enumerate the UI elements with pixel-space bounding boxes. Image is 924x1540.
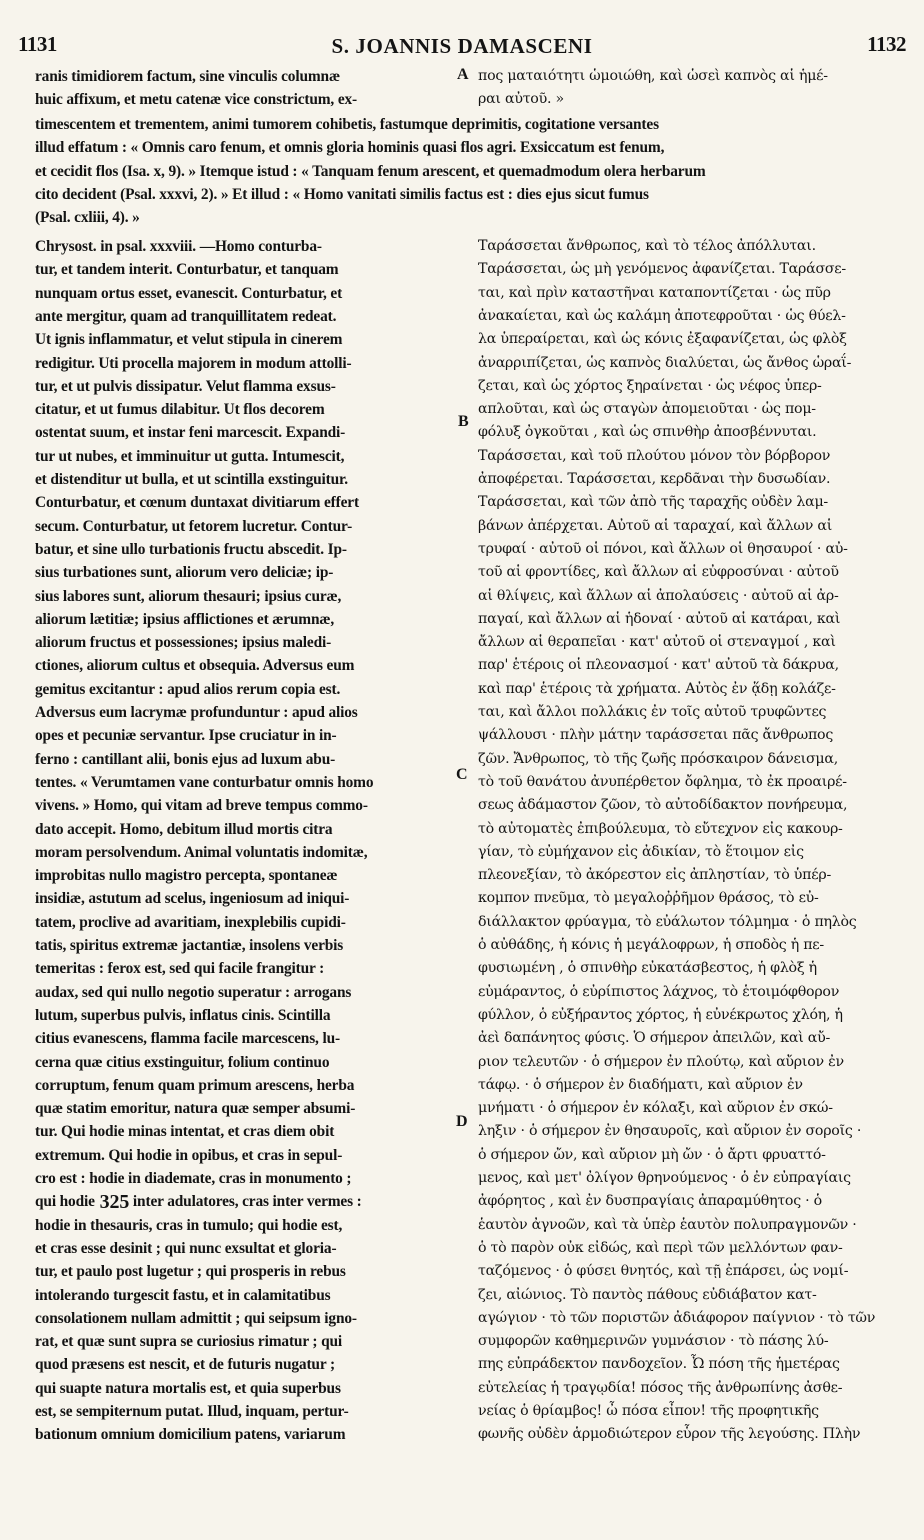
text-line: φύλλον, ὁ εὐξήραντος χόρτος, ἡ εὐνέκρωτος χλόη, ἡ [478,1006,843,1023]
column-number: 325 [94,1191,130,1214]
text-line: aliorum fructus et possessiones; ipsius maledi- [35,634,332,652]
text-line: et cras esse desinit ; qui nunc exsultat et gloria- [35,1239,337,1257]
text-line: tentes. « Verumtamen vane conturbatur omnis homo [35,773,374,791]
text-line: et cecidit flos (Isa. x, 9). » Itemque istud : « Tanquam fenum arescent, et quemadmodum olera herbarum [35,162,706,180]
text-line: ἀεὶ δαπάνητος φύσις. Ὁ σήμερον ἀπειλῶν, καὶ αὔ- [478,1030,831,1047]
text-line: improbitas nullo magistro percepta, spontaneæ [35,867,338,885]
text-line: sius turbationes sunt, aliorum vero deliciæ; ip- [35,564,334,582]
page-header [18,32,906,66]
text-line: ἀναρριπίζεται, ὡς καπνὸς διαλύεται, ὡς ἄνθος ὡραΐ- [478,354,852,371]
text-line: μνήματι · ὁ σήμερον ἐν κόλαξι, καὶ αὔριον ἐν σκώ- [478,1100,833,1117]
text-line: Ταράσσεται, καὶ τῶν ἀπὸ τῆς ταραχῆς οὐδὲν λαμ- [478,494,828,511]
text-line: πος ματαιότητι ὡμοιώθη, καὶ ὡσεὶ καπνὸς αἱ ἡμέ- [478,68,828,84]
text-line: aliorum lætitiæ; ipsius afflictiones et ærumnæ, [35,610,335,628]
text-line: huic affixum, et metu catenæ vice constrictum, ex- [35,91,358,109]
running-title: S. JOANNIS DAMASCENI [331,34,593,58]
text-line: λα ὑπεραίρεται, καὶ ὡς κόνις ἐξαφανίζεται, ὡς φλὸξ [478,331,847,348]
text-line: ἑαυτὸν ἀγνοῶν, καὶ τὰ ὑπὲρ ἑαυτὸν πολυπραγμονῶν · [478,1216,857,1233]
text-line: extremum. Qui hodie in opibus, et cras in sepul- [35,1146,343,1164]
text-line: redigitur. Uti procella majorem in modum attolli- [35,354,352,372]
text-line: Conturbatur, et cœnum duntaxat divitiarum effert [35,494,359,512]
text-line: intolerando turgescit fastu, et in calamitatibus [35,1286,331,1304]
text-line: ζῶν. Ἄνθρωπος, τὸ τῆς ζωῆς πρόσκαιρον δάνεισμα, [478,750,838,767]
text-line: vivens. » Homo, qui vitam ad breve tempus commo- [35,797,368,815]
text-line: βάνων ἀπέρχεται. Αὐτοῦ αἱ ταραχαί, καὶ ἄλλων αἱ [478,517,833,534]
text-line: συμφορῶν καθημερινῶν γυμνάσιον · τὸ πάσης λύ- [478,1333,829,1350]
text-line: παγαί, καὶ ἄλλων αἱ ἡδοναί · αὐτοῦ αἱ κατάραι, καὶ [478,610,841,627]
text-line: et distenditur ut bulla, et ut scintilla exstinguitur. [35,471,349,488]
text-line: ριον τελευτῶν · ὁ σήμερον ἐν πλούτῳ, καὶ αὔριον ἐν [478,1053,844,1070]
text-line: ζει, αἰώνιος. Τὸ παντὸς πάθους εὐδιάβατον κατ- [478,1286,817,1303]
text-line: citatur, et ut fumus dilabitur. Ut flos decorem [35,401,325,419]
text-line: Ταράσσεται, καὶ τοῦ πλούτου μόνον τὸν βόρβορον [478,447,831,464]
text-line: audax, sed qui nullo negotio superatur : arrogans [35,983,352,1001]
margin-marker-d: D [456,1113,468,1130]
text-line: ἀφόρητος , καὶ ἐν δυσπραγίαις ἀπαραμύθητος · ὁ [478,1193,822,1210]
text-line: citius evanescens, flamma facile marcescens, lu- [35,1030,340,1048]
text-line: εὐμάραντος, ὁ εὐρίπιστος λάχνος, τὸ ἑτοιμόφθορον [478,983,840,1000]
text-line: tatis, spiritus extremæ jactantiæ, insolens verbis [35,937,344,954]
text-line: (Psal. cxliii, 4). » [35,209,140,227]
text-line: ταζόμενος · ὁ φύσει θνητός, καὶ τῇ ἐπάρσει, ὡς νομί- [478,1263,849,1280]
text-line: κομπον πνεῦμα, τὸ μεγαλοῤῥῆμον θράσος, τὸ εὐ- [478,890,819,907]
text-line: ferno : cantillant alii, bonis ejus ad luxum abu- [35,750,336,768]
text-line: διάλλακτον φρύαγμα, τὸ εὐάλωτον τόλμημα · ὁ πηλὸς [478,913,857,930]
text-line: est, se sempiternum putat. Illud, inquam, pertur- [35,1403,349,1420]
text-line: τάφῳ. · ὁ σήμερον ἐν διαδήματι, καὶ αὔριον ἐν [478,1076,803,1093]
text-line: γίαν, τὸ εὐμήχανον εἰς ἀδικίαν, τὸ ἕτοιμον εἰς [478,843,804,860]
text-line: moram persolvendum. Animal voluntatis indomitæ, [35,843,368,861]
page-number-left: 1131 [18,32,57,56]
text-line: παρ' ἑτέροις οἱ πλεονασμοί · κατ' αὐτοῦ τὰ δάκρυα, [478,657,839,674]
text-line: temeritas : ferox est, sed qui facile frangitur : [35,960,325,978]
text-line: ραι αὐτοῦ. » [478,91,564,108]
text-line: μενος, καὶ μετ' ὀλίγον θρηνούμενος · ὁ ἐν εὐπραγίαις [478,1170,851,1186]
text-line: ληξιν · ὁ σήμερον ἐν θησαυροῖς, καὶ αὔριον ἐν σοροῖς · [478,1123,862,1140]
text-line-continuation: inter adulatores, cras inter vermes : [129,1193,362,1211]
text-line: sius labores sunt, aliorum thesauri; ipsius curæ, [35,587,342,605]
text-line: σεως ἀδάμαστον ζῶον, τὸ αὐτοδίδακτον πονήρευμα, [478,797,848,814]
text-line: Ταράσσεται, ὡς μὴ γενόμενος ἀφανίζεται. Ταράσσε- [478,261,846,278]
text-line: consolationem nullam admittit ; qui seipsum igno- [35,1309,357,1327]
text-line: φυσιωμένη , ὁ σπινθὴρ εὐκατάσβεστος, ἡ φλὸξ ἡ [478,960,817,977]
text-line: opes et pecuniæ servantur. Ipse cruciatur in in- [35,727,337,745]
text-line: corruptum, fenum quam primum arescens, herba [35,1076,355,1094]
text-line: cro est : hodie in diademate, cras in monumento ; [35,1170,352,1187]
page-number-right: 1132 [867,32,906,56]
text-line: nunquam ortus esset, evanescit. Conturbatur, et [35,284,343,302]
text-line: gemitus excitantur : apud alios rerum copia est. [35,680,341,698]
text-line: tur, et ut pulvis dissipatur. Velut flamma exsus- [35,377,336,395]
text-line: ὁ αὐθάδης, ἡ κόνις ἡ μεγάλοφρων, ἡ σποδὸς ἡ πε- [478,937,824,953]
text-line: νείας ὁ θρίαμβος! ὦ πόσα εἶπον! τῆς προφητικῆς [478,1403,819,1419]
text-line: illud effatum : « Omnis caro fenum, et omnis gloria hominis quasi flos agri. Exsiccatum est fenum, [35,139,665,157]
text-line: καὶ παρ' ἑτέροις τὰ χρήματα. Αὐτὸς ἐν ᾅδῃ κολάζε- [478,680,836,697]
text-line: bationum omnium domicilium patens, variarum [35,1426,346,1444]
text-line: tur, et paulo post lugetur ; qui prosperis in rebus [35,1263,346,1281]
text-line: φόλυξ ὀγκοῦται , καὶ ὡς σπινθὴρ ἀποσβέννυται. [478,424,817,441]
text-line: ται, καὶ πρὶν καταστῆναι καταποντίζεται · ὡς πῦρ [478,284,831,301]
text-line: ἄλλων αἱ θεραπεῖαι · κατ' αὐτοῦ οἱ στεναγμοί , καὶ [478,634,836,651]
text-line: tatem, proclive ad avaritiam, inexplebilis cupidi- [35,913,346,931]
text-line: ante mergitur, quam ad tranquillitatem redeat. [35,307,337,325]
text-line: απλοῦται, καὶ ὡς σταγὼν ἀπομειοῦται · ὡς πομ- [478,401,816,418]
text-line: Chrysost. in psal. xxxviii. —Homo conturba- [35,238,322,255]
text-line: εὐτελείας ἡ τραγῳδία! πόσος τῆς ἀνθρωπίνης ἀσθε- [478,1379,843,1396]
text-line: φωνῆς οὐδὲν ἁρμοδιώτερον εὗρον τῆς λεγούσης. Πλὴν [478,1426,861,1443]
text-line: τοῦ αἱ φροντίδες, καὶ ἄλλων αἱ εὐφροσύναι · αὐτοῦ [478,564,839,581]
text-line: hodie in thesauris, cras in tumulo; qui hodie est, [35,1216,343,1234]
text-line: cito decident (Psal. xxxvi, 2). » Et illud : « Homo vanitati similis factus est : dies ejus sicut fumus [35,185,649,203]
text-line: ὁ τὸ παρὸν οὐκ εἰδώς, καὶ περὶ τῶν μελλόντων φαν- [478,1239,843,1256]
text-line: secum. Conturbatur, ut fetorem lucretur. Contur- [35,517,353,535]
text-line: αγώγιον · τὸ τῶν ποριστῶν ἀδιάφορον παίγνιον · τὸ τῶν [478,1309,876,1326]
margin-marker-a: A [457,66,469,83]
text-line: timescentem et trementem, animi tumorem cohibetis, fastumque deprimitis, cogitatione versantes [35,116,659,133]
text-line: dato accepit. Homo, debitum illud mortis citra [35,820,333,838]
text-line: qui hodie 325 inter adulatores, cras inter vermes : [35,1191,362,1214]
text-line: ostentat suum, et instar feni marcescit. Expandi- [35,424,346,442]
text-line: quæ statim emoritur, natura quæ semper absumi- [35,1100,356,1118]
text-line: πης εὐπράδεκτον πανδοχεῖον. Ὦ πόση τῆς ἡμετέρας [478,1356,840,1373]
text-line: τὸ τοῦ θανάτου ἀνυπέρθετον ὄφλημα, τὸ ἐκ προαιρέ- [478,773,847,790]
text-line: tur ut nubes, et imminuitur ut gutta. Intumescit, [35,447,345,465]
text-line: qui suapte natura mortalis est, et quia superbus [35,1379,341,1397]
text-line: ψάλλουσι · πλὴν μάτην ταράσσεται πᾶς ἄνθρωπος [478,727,834,744]
text-line: ctiones, aliorum cultus et obsequia. Adversus eum [35,657,355,675]
text-line: πλεονεξίαν, τὸ ἀκόρεστον εἰς ἀπληστίαν, τὸ ὑπέρ- [478,867,831,884]
text-line: τρυφαί · αὐτοῦ οἱ πόνοι, καὶ ἄλλων οἱ θησαυροί · αὐ- [478,540,848,557]
text-line: batur, et sine ullo turbationis fructu abscedit. Ip- [35,540,347,558]
text-line: insidiæ, astutum ad scelus, ingeniosum ad iniqui- [35,890,350,908]
text-line: ranis timidiorem factum, sine vinculis columnæ [35,68,340,85]
text-line: ἀνακαίεται, καὶ ὡς καλάμη ἀποτεφροῦται · ὡς θύελ- [478,307,846,324]
text-line: ὁ σήμερον ὤν, καὶ αὔριον μὴ ὤν · ὁ ἄρτι φρυαττό- [478,1146,826,1163]
margin-marker-c: C [456,766,468,783]
text-line: rat, et quæ sunt supra se curiosius rimatur ; qui [35,1333,343,1351]
text-line: Adversus eum lacrymæ profunduntur : apud alios [35,704,358,721]
text-line: lutum, superbus pulvis, inflatus cinis. Scintilla [35,1006,331,1024]
text-line: tur. Qui hodie minas intentat, et cras diem obit [35,1123,335,1141]
text-line: quod præsens est nescit, et de futuris nugatur ; [35,1356,335,1374]
text-line: αἱ θλίψεις, καὶ ἄλλων αἱ ἀπολαύσεις · αὐτοῦ αἱ ἀρ- [478,587,839,604]
text-line: τὸ αὐτοματὲς ἐπιβούλευμα, τὸ εὔτεχνον εἰς κακουρ- [478,820,843,837]
margin-marker-b: B [458,413,469,430]
text-line: Ταράσσεται ἄνθρωπος, καὶ τὸ τέλος ἀπόλλυται. [478,238,816,254]
text-line: tur, et tandem interit. Conturbatur, et tanquam [35,261,339,279]
text-line: ζεται, καὶ ὡς χόρτος ξηραίνεται · ὡς νέφος ὑπερ- [478,377,822,394]
text-line: cerna quæ citius exstinguitur, folium continuo [35,1053,330,1071]
text-line: Ut ignis inflammatur, et velut stipula in cinerem [35,331,343,349]
text-line: ἀποφέρεται. Ταράσσεται, κερδᾶναι τὴν δυσωδίαν. [478,471,831,487]
text-line: ται, καὶ ἄλλοι πολλάκις ἐν τοῖς αὐτοῦ τρυφῶντες [478,704,827,720]
